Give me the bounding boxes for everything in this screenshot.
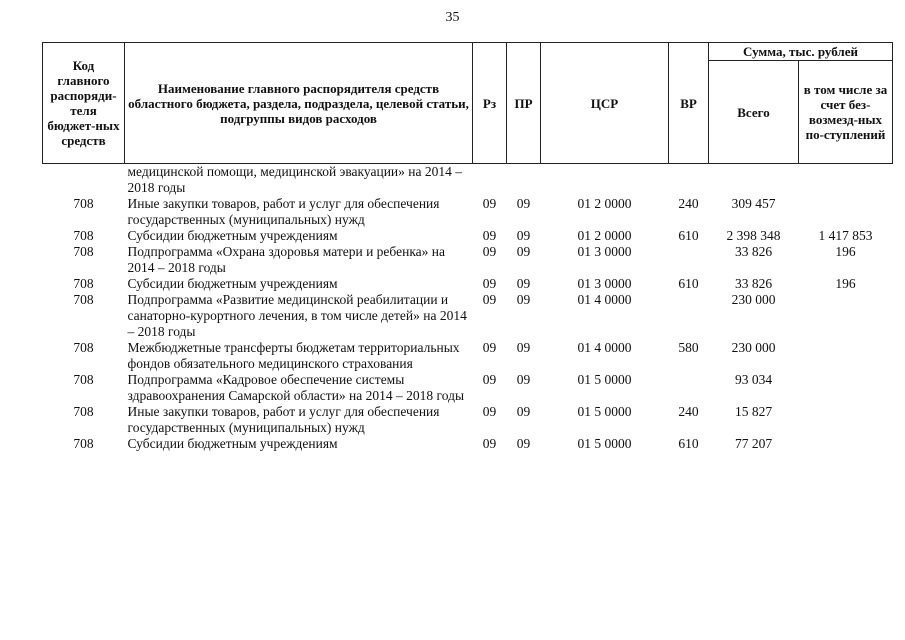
table-row (43, 228, 893, 244)
cell-code: 708 (73, 340, 94, 355)
cell-name: Межбюджетные трансферты бюджетам территориальных фондов обязательного медицинского страхования (127, 340, 460, 371)
cell-pr: 09 (516, 276, 531, 291)
cell-subsidy: 1 417 853 (818, 228, 873, 243)
cell-code: 708 (73, 228, 94, 243)
cell-rz: 09 (482, 276, 497, 291)
cell-vr: 580 (678, 340, 699, 355)
cell-rz: 09 (482, 292, 497, 307)
cell-rz: 09 (482, 372, 497, 387)
header-code: Код главного распоряди-теля бюджет-ных средств (43, 43, 125, 164)
budget-table (42, 42, 893, 452)
cell-name: Подпрограмма «Охрана здоровья матери и ребенка» на 2014 – 2018 годы (127, 244, 446, 275)
cell-csr: 01 2 0000 (577, 228, 632, 243)
cell-subsidy (799, 292, 893, 340)
cell-vr: 610 (678, 436, 699, 451)
cell-csr: 01 5 0000 (577, 372, 632, 387)
cell-total: 230 000 (731, 292, 776, 307)
table-row (43, 372, 893, 404)
header-csr: ЦСР (541, 43, 669, 164)
cell-pr: 09 (516, 372, 531, 387)
cell-rz: 09 (482, 228, 497, 243)
cell-name: Субсидии бюджетным учреждениям (127, 228, 338, 243)
cell-rz: 09 (482, 196, 497, 211)
page-number: 35 (445, 10, 460, 25)
cell-subsidy: 196 (835, 276, 856, 291)
cell-pr: 09 (516, 228, 531, 243)
cell-subsidy (799, 340, 893, 372)
cell-csr: 01 3 0000 (577, 276, 632, 291)
cell-total: 77 207 (734, 436, 773, 451)
cell-vr: 240 (678, 404, 699, 419)
cell-code: 708 (73, 404, 94, 419)
cell-pr: 09 (516, 436, 531, 451)
cell-rz: 09 (482, 340, 497, 355)
cell-rz: 09 (482, 404, 497, 419)
cell-total: 15 827 (734, 404, 773, 419)
cell-code: 708 (73, 372, 94, 387)
cell-rz: 09 (482, 244, 497, 259)
cell-code: 708 (73, 276, 94, 291)
header-subsidy: в том числе за счет без-возмезд-ных по-ступлений (799, 61, 893, 164)
table-row (43, 436, 893, 452)
cell-pr: 09 (516, 196, 531, 211)
continuation-text: медицинской помощи, медицинской эвакуации» на 2014 – 2018 годы (127, 164, 462, 195)
cell-code: 708 (73, 196, 94, 211)
table-row (43, 340, 893, 372)
header-vr: ВР (669, 43, 709, 164)
cell-csr: 01 5 0000 (577, 404, 632, 419)
cell-subsidy (799, 436, 893, 452)
cell-pr: 09 (516, 340, 531, 355)
header-name: Наименование главного распорядителя средств областного бюджета, раздела, подраздела, целевой статьи, подгруппы видов расходов (125, 43, 473, 164)
cell-total: 2 398 348 (726, 228, 781, 243)
cell-code: 708 (73, 436, 94, 451)
continuation-row (43, 164, 893, 197)
cell-name: Субсидии бюджетным учреждениям (127, 276, 338, 291)
cell-pr: 09 (516, 404, 531, 419)
cell-vr: 610 (678, 228, 699, 243)
table-row (43, 196, 893, 228)
cell-name: Субсидии бюджетным учреждениям (127, 436, 338, 451)
cell-vr: 610 (678, 276, 699, 291)
cell-pr: 09 (516, 244, 531, 259)
cell-total: 33 826 (734, 276, 773, 291)
table-row (43, 276, 893, 292)
cell-subsidy (799, 372, 893, 404)
header-total: Всего (709, 61, 799, 164)
cell-total: 93 034 (734, 372, 773, 387)
cell-rz: 09 (482, 436, 497, 451)
cell-subsidy (799, 404, 893, 436)
cell-subsidy (799, 196, 893, 228)
cell-code: 708 (73, 292, 94, 307)
cell-total: 33 826 (734, 244, 773, 259)
cell-vr: 240 (678, 196, 699, 211)
cell-name: Подпрограмма «Развитие медицинской реабилитации и санаторно-курортного лечения, в том числе детей» на 2014 – 2018 годы (127, 292, 467, 339)
cell-csr: 01 2 0000 (577, 196, 632, 211)
cell-vr (669, 372, 709, 404)
cell-vr (669, 292, 709, 340)
header-sum: Сумма, тыс. рублей (709, 43, 893, 61)
cell-csr: 01 3 0000 (577, 244, 632, 259)
cell-code: 708 (73, 244, 94, 259)
table-row (43, 404, 893, 436)
cell-csr: 01 4 0000 (577, 340, 632, 355)
cell-csr: 01 4 0000 (577, 292, 632, 307)
cell-vr (669, 244, 709, 276)
table-row (43, 244, 893, 276)
cell-total: 230 000 (731, 340, 776, 355)
cell-name: Иные закупки товаров, работ и услуг для обеспечения государственных (муниципальных) нужд (127, 404, 440, 435)
header-pr: ПР (507, 43, 541, 164)
cell-csr: 01 5 0000 (577, 436, 632, 451)
cell-name: Иные закупки товаров, работ и услуг для обеспечения государственных (муниципальных) нужд (127, 196, 440, 227)
cell-subsidy: 196 (835, 244, 856, 259)
cell-pr: 09 (516, 292, 531, 307)
header-rz: Рз (473, 43, 507, 164)
table-row (43, 292, 893, 340)
cell-total: 309 457 (731, 196, 776, 211)
cell-name: Подпрограмма «Кадровое обеспечение системы здравоохранения Самарской области» на 2014 – 2018 годы (127, 372, 465, 403)
